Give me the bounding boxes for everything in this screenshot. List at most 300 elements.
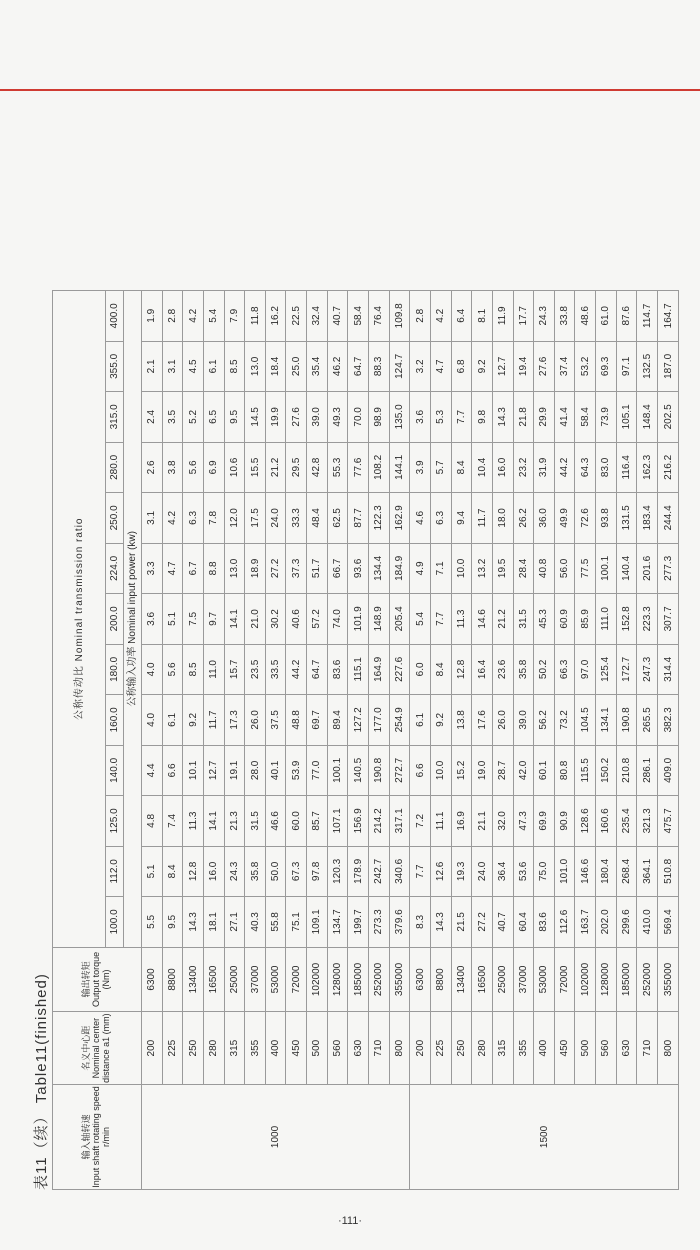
power-value-cell: 286.1 (637, 745, 658, 796)
power-value-cell: 6.8 (451, 341, 472, 392)
power-value-cell: 268.4 (616, 846, 637, 897)
power-value-cell: 8.4 (162, 846, 183, 897)
power-value-cell: 272.7 (389, 745, 410, 796)
power-value-cell: 247.3 (637, 644, 658, 695)
power-value-cell: 114.7 (637, 291, 658, 342)
power-value-cell: 60.1 (534, 745, 555, 796)
center-distance-cell: 280 (472, 1012, 493, 1085)
power-value-cell: 146.6 (575, 846, 596, 897)
torque-cell: 13400 (451, 947, 472, 1012)
power-value-cell: 21.2 (265, 442, 286, 493)
power-value-cell: 6.1 (162, 695, 183, 746)
power-value-cell: 14.3 (492, 392, 513, 443)
power-value-cell: 13.8 (451, 695, 472, 746)
power-value-cell: 14.1 (224, 594, 245, 645)
power-value-cell: 51.7 (307, 543, 328, 594)
center-distance-cell: 225 (430, 1012, 451, 1085)
power-value-cell: 317.1 (389, 796, 410, 847)
power-value-cell: 11.1 (430, 796, 451, 847)
table-row (658, 291, 679, 1190)
power-value-cell: 5.6 (162, 644, 183, 695)
power-value-cell: 190.8 (369, 745, 390, 796)
power-value-cell: 85.7 (307, 796, 328, 847)
power-value-cell: 64.3 (575, 442, 596, 493)
power-value-cell: 201.6 (637, 543, 658, 594)
power-value-cell: 5.1 (162, 594, 183, 645)
center-distance-cell: 355 (513, 1012, 534, 1085)
power-value-cell: 36.4 (492, 846, 513, 897)
center-distance-cell: 710 (369, 1012, 390, 1085)
power-value-cell: 227.6 (389, 644, 410, 695)
power-value-cell: 46.6 (265, 796, 286, 847)
power-value-cell: 101.0 (554, 846, 575, 897)
power-value-cell: 24.3 (224, 846, 245, 897)
power-value-cell: 4.5 (183, 341, 204, 392)
power-value-cell: 9.2 (430, 695, 451, 746)
power-value-cell: 21.0 (245, 594, 266, 645)
power-value-cell: 4.0 (142, 644, 163, 695)
power-value-cell: 83.6 (534, 897, 555, 948)
torque-cell: 102000 (307, 947, 328, 1012)
power-value-cell: 510.8 (658, 846, 679, 897)
ratio-header-cell: 112.0 (106, 846, 124, 897)
power-value-cell: 4.2 (183, 291, 204, 342)
power-value-cell: 7.7 (410, 846, 431, 897)
power-value-cell: 39.0 (513, 695, 534, 746)
power-value-cell: 77.6 (348, 442, 369, 493)
power-title: 公称输入功率 Nominal input power (kw) (124, 291, 142, 948)
power-value-cell: 41.4 (554, 392, 575, 443)
power-value-cell: 53.9 (286, 745, 307, 796)
power-value-cell: 11.7 (472, 493, 493, 544)
power-value-cell: 202.5 (658, 392, 679, 443)
power-value-cell: 72.6 (575, 493, 596, 544)
power-value-cell: 53.6 (513, 846, 534, 897)
power-value-cell: 104.5 (575, 695, 596, 746)
center-distance-cell: 450 (286, 1012, 307, 1085)
power-value-cell: 160.6 (596, 796, 617, 847)
power-value-cell: 23.6 (492, 644, 513, 695)
power-value-cell: 6.9 (203, 442, 224, 493)
power-value-cell: 4.8 (142, 796, 163, 847)
power-value-cell: 223.3 (637, 594, 658, 645)
power-value-cell: 156.9 (348, 796, 369, 847)
power-value-cell: 410.0 (637, 897, 658, 948)
torque-cell: 252000 (369, 947, 390, 1012)
power-value-cell: 19.0 (472, 745, 493, 796)
power-value-cell: 132.5 (637, 341, 658, 392)
torque-cell: 185000 (348, 947, 369, 1012)
power-value-cell: 5.3 (430, 392, 451, 443)
power-value-cell: 101.9 (348, 594, 369, 645)
power-value-cell: 12.7 (492, 341, 513, 392)
power-value-cell: 6.1 (203, 341, 224, 392)
ratio-header-cell: 355.0 (106, 341, 124, 392)
torque-cell: 8800 (162, 947, 183, 1012)
power-value-cell: 27.1 (224, 897, 245, 948)
power-value-cell: 58.4 (348, 291, 369, 342)
torque-cell: 72000 (286, 947, 307, 1012)
ratio-header-cell: 140.0 (106, 745, 124, 796)
power-value-cell: 50.0 (265, 846, 286, 897)
torque-cell: 128000 (596, 947, 617, 1012)
power-value-cell: 16.4 (472, 644, 493, 695)
power-value-cell: 14.1 (203, 796, 224, 847)
power-value-cell: 8.8 (203, 543, 224, 594)
power-value-cell: 2.8 (162, 291, 183, 342)
power-value-cell: 29.9 (534, 392, 555, 443)
power-value-cell: 108.2 (369, 442, 390, 493)
center-distance-cell: 315 (492, 1012, 513, 1085)
ratio-header-cell: 125.0 (106, 796, 124, 847)
power-value-cell: 6.6 (162, 745, 183, 796)
power-value-cell: 128.6 (575, 796, 596, 847)
power-value-cell: 73.2 (554, 695, 575, 746)
power-value-cell: 2.4 (142, 392, 163, 443)
power-value-cell: 66.3 (554, 644, 575, 695)
power-value-cell: 80.8 (554, 745, 575, 796)
power-value-cell: 187.0 (658, 341, 679, 392)
power-value-cell: 340.6 (389, 846, 410, 897)
power-value-cell: 44.2 (286, 644, 307, 695)
power-value-cell: 3.6 (142, 594, 163, 645)
power-value-cell: 3.5 (162, 392, 183, 443)
torque-cell: 355000 (658, 947, 679, 1012)
power-value-cell: 140.4 (616, 543, 637, 594)
power-value-cell: 48.8 (286, 695, 307, 746)
power-value-cell: 314.4 (658, 644, 679, 695)
power-value-cell: 3.1 (162, 341, 183, 392)
power-value-cell: 144.1 (389, 442, 410, 493)
power-value-cell: 5.7 (430, 442, 451, 493)
power-value-cell: 205.4 (389, 594, 410, 645)
power-value-cell: 3.9 (410, 442, 431, 493)
power-value-cell: 3.8 (162, 442, 183, 493)
ratio-header-cell: 250.0 (106, 493, 124, 544)
power-value-cell: 4.7 (430, 341, 451, 392)
power-value-cell: 25.0 (286, 341, 307, 392)
power-value-cell: 122.3 (369, 493, 390, 544)
power-value-cell: 26.2 (513, 493, 534, 544)
power-value-cell: 28.7 (492, 745, 513, 796)
power-value-cell: 53.2 (575, 341, 596, 392)
power-value-cell: 19.1 (224, 745, 245, 796)
power-value-cell: 89.4 (327, 695, 348, 746)
torque-cell: 16500 (472, 947, 493, 1012)
power-value-cell: 28.0 (245, 745, 266, 796)
power-value-cell: 40.7 (492, 897, 513, 948)
power-value-cell: 45.3 (534, 594, 555, 645)
power-value-cell: 93.6 (348, 543, 369, 594)
power-value-cell: 364.1 (637, 846, 658, 897)
power-value-cell: 7.5 (183, 594, 204, 645)
power-value-cell: 55.3 (327, 442, 348, 493)
ratio-header-cell: 100.0 (106, 897, 124, 948)
table-row (616, 291, 637, 1190)
power-value-cell: 47.3 (513, 796, 534, 847)
power-value-cell: 4.2 (162, 493, 183, 544)
torque-cell: 102000 (575, 947, 596, 1012)
power-value-cell: 61.0 (596, 291, 617, 342)
power-value-cell: 11.3 (183, 796, 204, 847)
table-row (389, 291, 410, 1190)
power-value-cell: 5.2 (183, 392, 204, 443)
power-value-cell: 35.8 (513, 644, 534, 695)
power-value-cell: 31.5 (245, 796, 266, 847)
torque-header-en: Output torque (Nm) (91, 951, 111, 1007)
center-distance-cell: 630 (348, 1012, 369, 1085)
power-value-cell: 12.0 (224, 493, 245, 544)
power-value-cell: 235.4 (616, 796, 637, 847)
power-value-cell: 19.9 (265, 392, 286, 443)
power-value-cell: 3.2 (410, 341, 431, 392)
center-distance-cell: 250 (451, 1012, 472, 1085)
power-value-cell: 105.1 (616, 392, 637, 443)
rotated-table-canvas (30, 290, 680, 1190)
power-value-cell: 88.3 (369, 341, 390, 392)
table-row (245, 291, 266, 1190)
ratio-title: 公称传动比 Nominal transmission ratio (53, 291, 106, 948)
table-row (513, 291, 534, 1190)
power-value-cell: 24.3 (534, 291, 555, 342)
power-value-cell: 19.5 (492, 543, 513, 594)
power-value-cell: 15.5 (245, 442, 266, 493)
power-value-cell: 4.4 (142, 745, 163, 796)
ratio-header-cell: 224.0 (106, 543, 124, 594)
power-value-cell: 5.4 (203, 291, 224, 342)
power-value-cell: 265.5 (637, 695, 658, 746)
power-value-cell: 40.6 (286, 594, 307, 645)
power-value-cell: 77.0 (307, 745, 328, 796)
power-value-cell: 37.3 (286, 543, 307, 594)
torque-cell: 25000 (492, 947, 513, 1012)
speed-header-cn: 输入轴转速 (81, 1114, 92, 1160)
power-value-cell: 124.7 (389, 341, 410, 392)
center-distance-cell: 200 (142, 1012, 163, 1085)
torque-cell: 37000 (513, 947, 534, 1012)
power-value-cell: 21.5 (451, 897, 472, 948)
power-value-cell: 13.0 (245, 341, 266, 392)
power-value-cell: 178.9 (348, 846, 369, 897)
power-value-cell: 28.4 (513, 543, 534, 594)
power-value-cell: 31.9 (534, 442, 555, 493)
power-value-cell: 6.6 (410, 745, 431, 796)
table-row (410, 291, 431, 1190)
power-value-cell: 27.2 (472, 897, 493, 948)
torque-header (53, 947, 142, 1012)
power-value-cell: 27.6 (534, 341, 555, 392)
power-value-cell: 85.9 (575, 594, 596, 645)
power-value-cell: 76.4 (369, 291, 390, 342)
power-value-cell: 162.9 (389, 493, 410, 544)
power-value-cell: 7.1 (430, 543, 451, 594)
power-value-cell: 6.3 (430, 493, 451, 544)
power-value-cell: 42.0 (513, 745, 534, 796)
power-value-cell: 83.0 (596, 442, 617, 493)
power-value-cell: 115.1 (348, 644, 369, 695)
power-value-cell: 46.2 (327, 341, 348, 392)
power-value-cell: 74.0 (327, 594, 348, 645)
power-value-cell: 16.9 (451, 796, 472, 847)
power-value-cell: 2.6 (142, 442, 163, 493)
power-value-cell: 11.7 (203, 695, 224, 746)
power-value-cell: 37.5 (265, 695, 286, 746)
center-distance-cell: 355 (245, 1012, 266, 1085)
torque-cell: 25000 (224, 947, 245, 1012)
power-value-cell: 9.7 (203, 594, 224, 645)
center-distance-cell: 450 (554, 1012, 575, 1085)
power-value-cell: 90.9 (554, 796, 575, 847)
power-value-cell: 39.0 (307, 392, 328, 443)
torque-cell: 8800 (430, 947, 451, 1012)
power-value-cell: 18.1 (203, 897, 224, 948)
power-value-cell: 111.0 (596, 594, 617, 645)
power-value-cell: 210.8 (616, 745, 637, 796)
power-value-cell: 48.6 (575, 291, 596, 342)
power-value-cell: 5.6 (183, 442, 204, 493)
power-value-cell: 9.2 (472, 341, 493, 392)
power-value-cell: 70.0 (348, 392, 369, 443)
power-value-cell: 14.6 (472, 594, 493, 645)
power-value-cell: 7.7 (430, 594, 451, 645)
power-value-cell: 152.8 (616, 594, 637, 645)
power-value-cell: 17.3 (224, 695, 245, 746)
power-value-cell: 35.4 (307, 341, 328, 392)
torque-cell: 252000 (637, 947, 658, 1012)
power-value-cell: 4.0 (142, 695, 163, 746)
center-header-en: Nominal center distance a1 (mm) (91, 1013, 111, 1083)
power-value-cell: 150.2 (596, 745, 617, 796)
power-value-cell: 32.4 (307, 291, 328, 342)
center-distance-cell: 800 (658, 1012, 679, 1085)
power-value-cell: 100.1 (327, 745, 348, 796)
power-value-cell: 21.3 (224, 796, 245, 847)
ratio-header-cell: 160.0 (106, 695, 124, 746)
header-rule (0, 89, 700, 91)
torque-cell: 6300 (142, 947, 163, 1012)
table-row (183, 291, 204, 1190)
power-value-cell: 60.0 (286, 796, 307, 847)
power-value-cell: 10.1 (183, 745, 204, 796)
torque-cell: 355000 (389, 947, 410, 1012)
center-distance-cell: 500 (307, 1012, 328, 1085)
torque-cell: 185000 (616, 947, 637, 1012)
table-row (534, 291, 555, 1190)
power-value-cell: 33.3 (286, 493, 307, 544)
power-value-cell: 75.0 (534, 846, 555, 897)
power-value-cell: 56.0 (554, 543, 575, 594)
power-value-cell: 30.2 (265, 594, 286, 645)
torque-cell: 16500 (203, 947, 224, 1012)
power-value-cell: 27.6 (286, 392, 307, 443)
power-value-cell: 107.1 (327, 796, 348, 847)
power-value-cell: 177.0 (369, 695, 390, 746)
table-row (596, 291, 617, 1190)
power-value-cell: 214.2 (369, 796, 390, 847)
power-value-cell: 18.9 (245, 543, 266, 594)
center-distance-cell: 800 (389, 1012, 410, 1085)
power-value-cell: 135.0 (389, 392, 410, 443)
power-value-cell: 93.8 (596, 493, 617, 544)
power-value-cell: 2.1 (142, 341, 163, 392)
power-value-cell: 109.8 (389, 291, 410, 342)
power-value-cell: 21.1 (472, 796, 493, 847)
power-value-cell: 69.3 (596, 341, 617, 392)
power-value-cell: 116.4 (616, 442, 637, 493)
power-value-cell: 202.0 (596, 897, 617, 948)
power-value-cell: 109.1 (307, 897, 328, 948)
power-value-cell: 60.9 (554, 594, 575, 645)
power-value-cell: 307.7 (658, 594, 679, 645)
power-value-cell: 6.5 (203, 392, 224, 443)
power-value-cell: 27.2 (265, 543, 286, 594)
power-value-cell: 475.7 (658, 796, 679, 847)
power-value-cell: 60.4 (513, 897, 534, 948)
table-head (53, 291, 142, 1190)
power-value-cell: 36.0 (534, 493, 555, 544)
power-value-cell: 7.9 (224, 291, 245, 342)
center-distance-cell: 400 (265, 1012, 286, 1085)
power-value-cell: 569.4 (658, 897, 679, 948)
power-value-cell: 6.4 (451, 291, 472, 342)
table-row (451, 291, 472, 1190)
power-value-cell: 125.4 (596, 644, 617, 695)
table-row (348, 291, 369, 1190)
power-value-cell: 8.5 (224, 341, 245, 392)
power-value-cell: 14.3 (183, 897, 204, 948)
power-value-cell: 24.0 (265, 493, 286, 544)
power-value-cell: 31.5 (513, 594, 534, 645)
center-distance-cell: 500 (575, 1012, 596, 1085)
speed-header-en: Input shaft rotating speed r/min (91, 1086, 111, 1188)
power-value-cell: 12.8 (183, 846, 204, 897)
torque-cell: 72000 (554, 947, 575, 1012)
torque-cell: 53000 (265, 947, 286, 1012)
power-value-cell: 49.9 (554, 493, 575, 544)
center-distance-cell: 200 (410, 1012, 431, 1085)
power-value-cell: 180.4 (596, 846, 617, 897)
power-value-cell: 10.0 (451, 543, 472, 594)
power-value-cell: 5.1 (142, 846, 163, 897)
power-value-cell: 50.2 (534, 644, 555, 695)
table-row (369, 291, 390, 1190)
power-value-cell: 64.7 (348, 341, 369, 392)
power-value-cell: 48.4 (307, 493, 328, 544)
power-value-cell: 7.2 (410, 796, 431, 847)
power-value-cell: 56.2 (534, 695, 555, 746)
table-row (265, 291, 286, 1190)
power-value-cell: 55.8 (265, 897, 286, 948)
power-value-cell: 163.7 (575, 897, 596, 948)
power-value-cell: 16.2 (265, 291, 286, 342)
power-value-cell: 18.4 (265, 341, 286, 392)
ratio-header-cell: 200.0 (106, 594, 124, 645)
torque-cell: 128000 (327, 947, 348, 1012)
ratio-header-cell: 400.0 (106, 291, 124, 342)
power-value-cell: 73.9 (596, 392, 617, 443)
power-value-cell: 379.6 (389, 897, 410, 948)
center-distance-cell: 280 (203, 1012, 224, 1085)
center-header (53, 1012, 142, 1085)
power-value-cell: 19.4 (513, 341, 534, 392)
power-value-cell: 6.0 (410, 644, 431, 695)
center-distance-cell: 400 (534, 1012, 555, 1085)
torque-cell: 6300 (410, 947, 431, 1012)
table-row (224, 291, 245, 1190)
table-row (327, 291, 348, 1190)
power-table (52, 290, 679, 1190)
power-value-cell: 12.6 (430, 846, 451, 897)
